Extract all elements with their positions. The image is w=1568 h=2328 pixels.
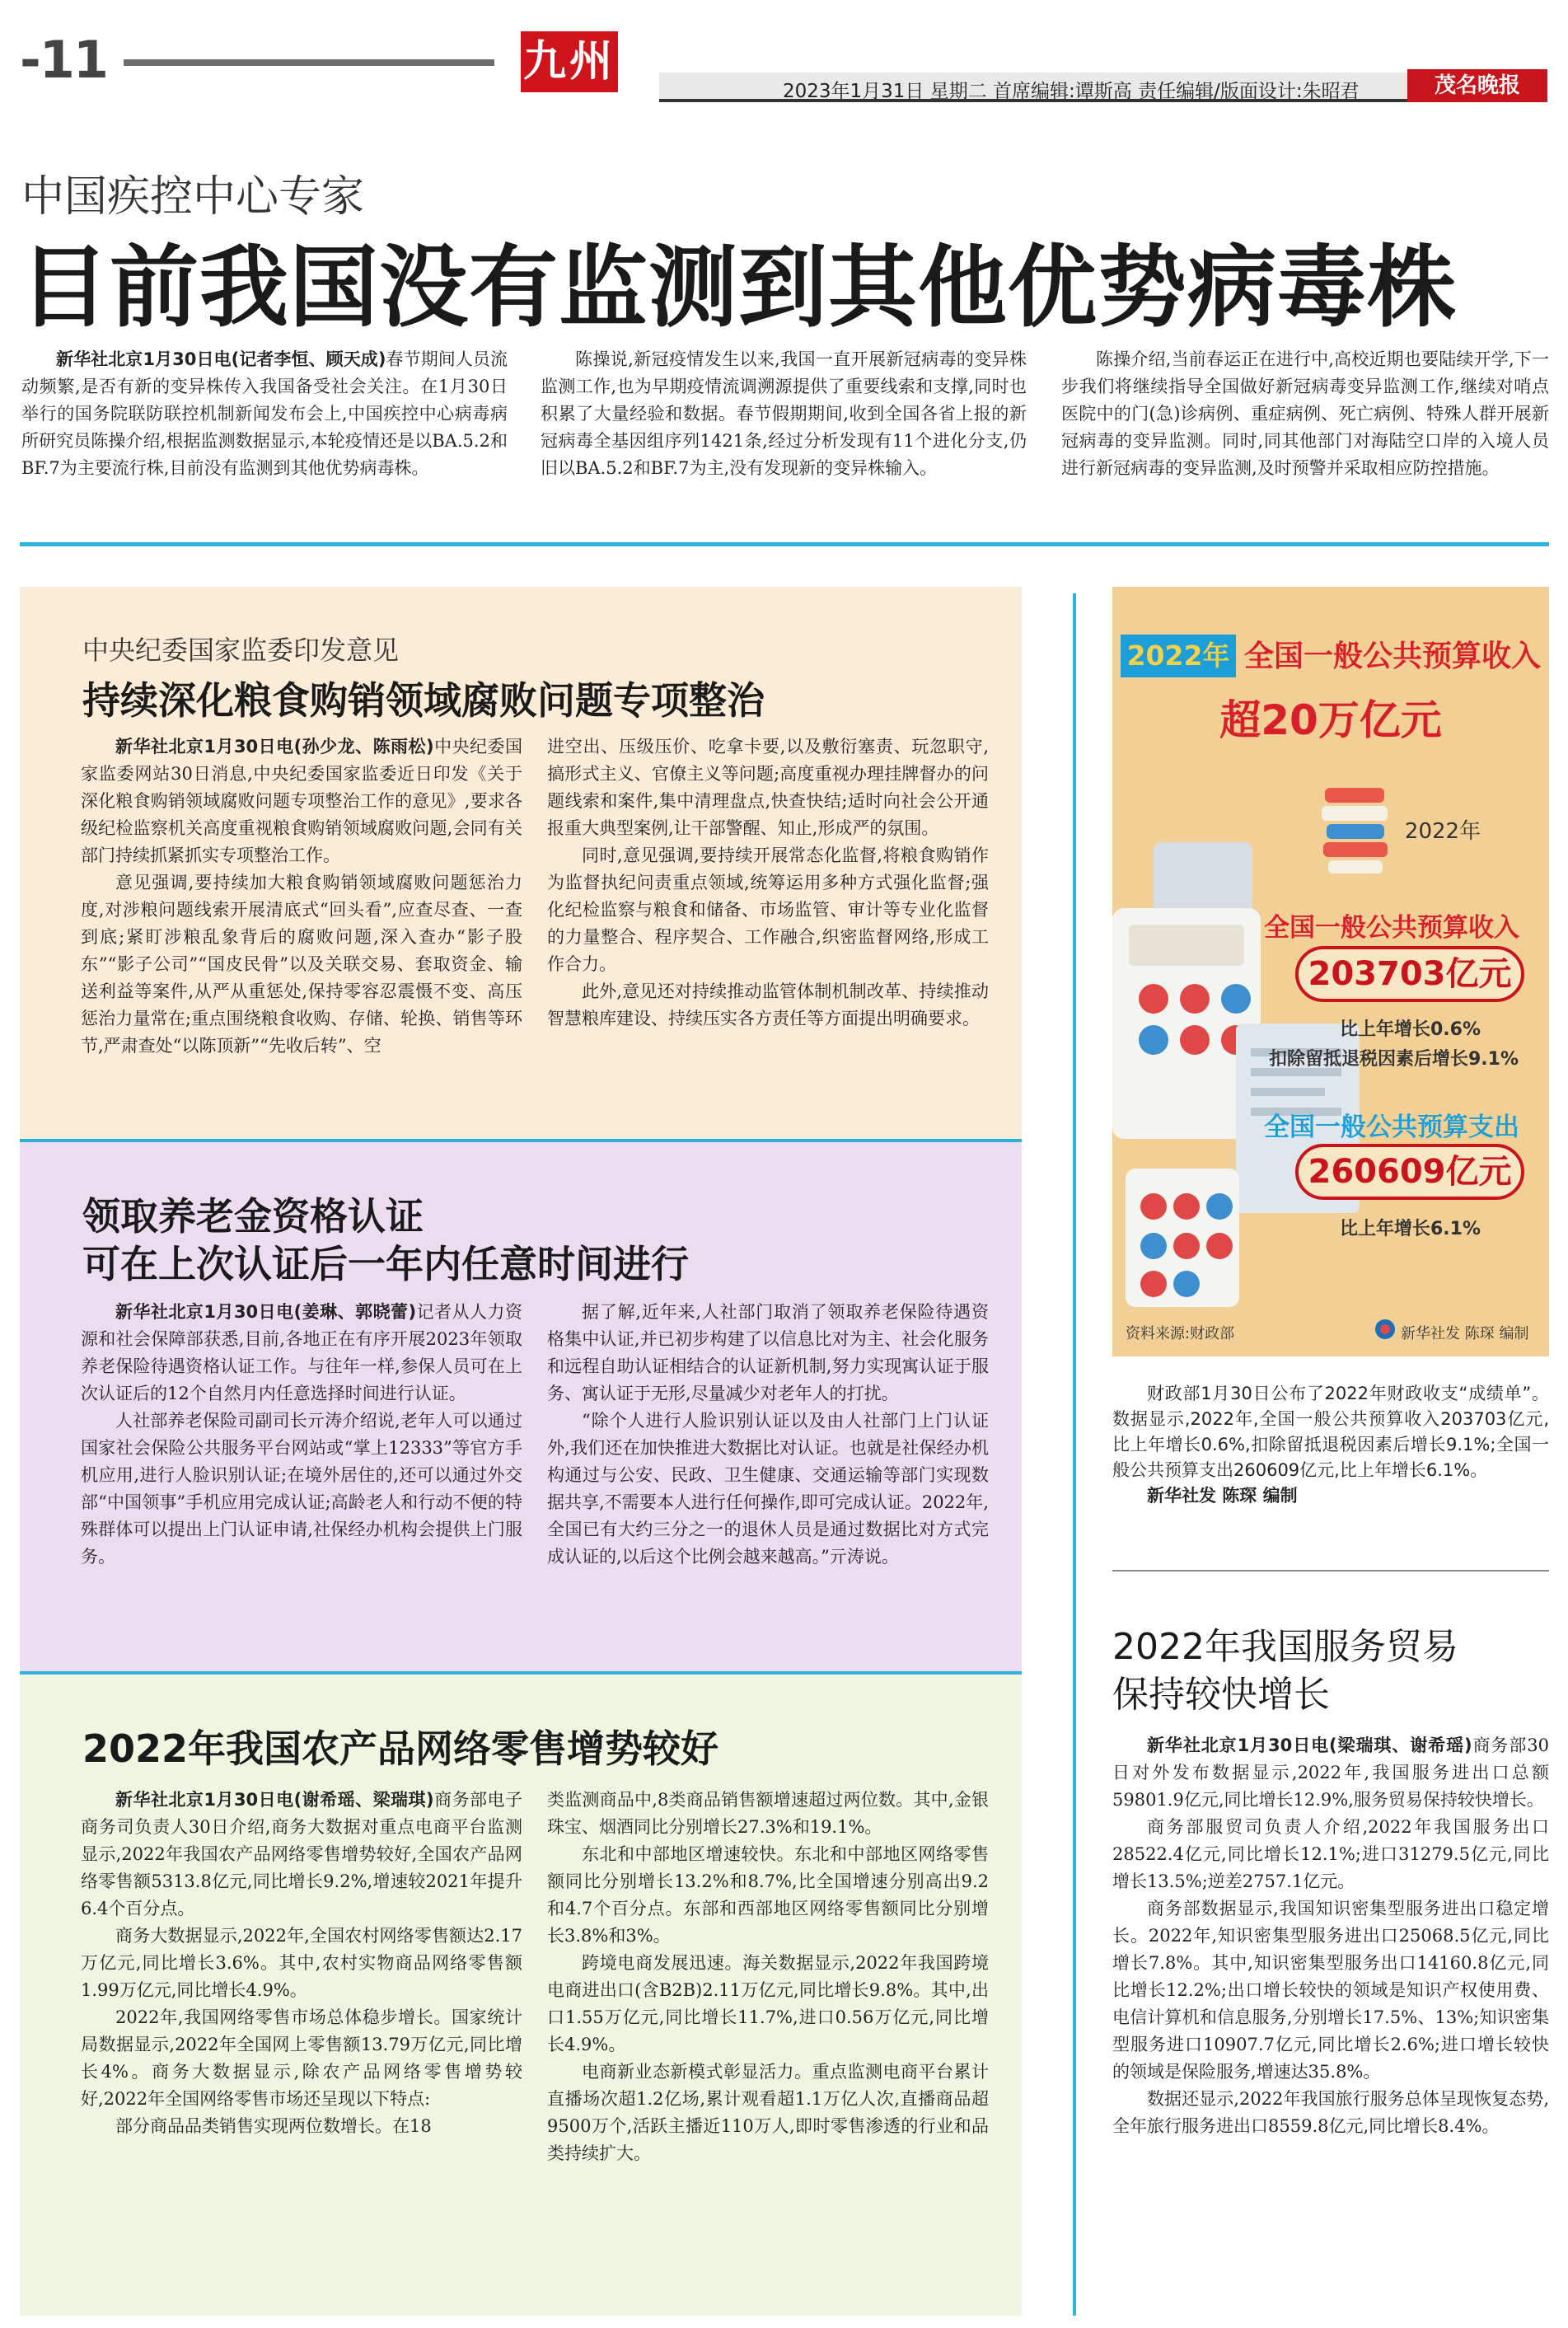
story3-col1-p1: 商务部电子商务司负责人30日介绍,商务大数据对重点电商平台监测显示,2022年我国农产品网络零售增势较好,全国农产品网络零售额5313.8亿元,同比增长9.2%,增速较2021年提升6.4个百分点。 [81, 1790, 523, 1918]
story3-column-2 [547, 1787, 989, 2167]
story-ecommerce-panel [20, 1671, 1022, 2316]
coins-illustration-icon [1318, 778, 1392, 877]
lead-dateline: 新华社北京1月30日电(记者李恒、顾天成) [56, 349, 386, 369]
expense-value-pill: 260609亿元 [1295, 1144, 1524, 1200]
lead-headline: 目前我国没有监测到其他优势病毒株 [20, 237, 1458, 340]
expense-label: 全国一般公共预算支出 [1264, 1112, 1519, 1142]
story2-col1-p2: 人社部养老保险司副司长亓涛介绍说,老年人可以通过国家社会保险公共服务平台网站或“掌上12333”等官方手机应用,进行人脸识别认证;在境外居住的,还可以通过外交部“中国领事”手机应用完成认证;高龄老人和行动不便的特殊群体可以提出上门认证申请,社保经办机构会提供上门服务。 [81, 1411, 522, 1567]
caption-credit: 新华社发 陈琛 编制 [1147, 1486, 1298, 1506]
story-pension-panel [20, 1139, 1022, 1671]
infographic-source: 资料来源:财政部 [1126, 1325, 1235, 1342]
story1-col1-p2: 意见强调,要持续加大粮食购销领域腐败问题惩治力度,对涉粮问题线索开展清底式“回头看”,应查尽查、一查到底;紧盯涉粮乱象背后的腐败问题,深入查办“影子股东”“影子公司”“国皮民骨”以及关联交易、套取资金、输送利益等案件,从严从重惩处,保持零容忍震慑不变、高压惩治力量常在;重点围绕粮食收购、存储、轮换、销售等环节,严肃查处“以陈顶新”“先收后转”、空 [81, 873, 522, 1056]
page-number: -11 [20, 30, 108, 90]
story3-headline: 2022年我国农产品网络零售增势较好 [82, 1726, 719, 1771]
section-logo: 九州 [521, 31, 618, 92]
expense-growth: 比上年增长6.1% [1340, 1219, 1481, 1239]
caption-text: 财政部1月30日公布了2022年财政收支“成绩单”。数据显示,2022年,全国一般公共预算收入203703亿元,比上年增长0.6%,扣除留抵退税因素后增长9.1%;全国一般公共预算支出260609亿元,比上年增长6.1%。 [1112, 1384, 1549, 1480]
story3-dateline: 新华社北京1月30日电(谢希瑶、梁瑞琪) [115, 1790, 434, 1810]
story1-column-2 [547, 733, 989, 1033]
story2-headline-line2: 可在上次认证后一年内任意时间进行 [82, 1242, 689, 1286]
story3-column-1 [81, 1787, 522, 2140]
column-divider [1073, 593, 1076, 2316]
story4-p4: 数据还显示,2022年我国旅行服务总体呈现恢复态势,全年旅行服务进出口8559.8亿元,同比增长8.4%。 [1112, 2089, 1549, 2136]
story2-col1-p1: 记者从人力资源和社会保障部获悉,目前,各地正在有序开展2023年领取养老保险待遇资格认证工作。与往年一样,参保人员可在上次认证后的12个自然月内任意选择时间进行认证。 [81, 1302, 523, 1403]
masthead-rule [124, 59, 494, 66]
lead-kicker: 中国疾控中心专家 [21, 172, 365, 222]
story1-col2-p1: 进空出、压级压价、吃拿卡要,以及敷衍塞责、玩忽职守,搞形式主义、官僚主义等问题;高度重视办理挂牌督办的问题线索和案件,集中清理盘点,快查快结;适时向社会公开通报重大典型案例,让干部警醒、知止,形成严的氛围。 [547, 737, 989, 838]
story4-headline-line1: 2022年我国服务贸易 [1112, 1626, 1458, 1668]
budget-infographic [1112, 587, 1549, 1356]
infographic-title-line2: 超20万亿元 [1219, 696, 1442, 744]
revenue-label: 全国一般公共预算收入 [1264, 913, 1519, 943]
lead-col3-text: 陈操介绍,当前春运正在进行中,高校近期也要陆续开学,下一步我们将继续指导全国做好新冠病毒变异监测工作,继续对哨点医院中的门(急)诊病例、重症病例、死亡病例、特殊人群开展新冠病毒的变异监测。同时,同其他部门对海陆空口岸的入境人员进行新冠病毒的变异监测,及时预警并采取相应防控措施。 [1061, 349, 1549, 478]
story4-p1: 商务部30日对外发布数据显示,2022年,我国服务进出口总额59801.9亿元,同比增长12.9%,服务贸易保持较快增长。 [1112, 1735, 1549, 1810]
story2-col2-p1: 据了解,近年来,人社部门取消了领取养老保险待遇资格集中认证,并已初步构建了以信息比对为主、社会化服务和远程自助认证相结合的认证新机制,努力实现寓认证于服务、寓认证于无形,尽量减少对老年人的打扰。 [547, 1302, 989, 1403]
paper-logo: 茂名晚报 [1407, 69, 1547, 102]
right-column-rule [1112, 1570, 1549, 1572]
story1-col2-p2: 同时,意见强调,要持续开展常态化监督,将粮食购销作为监督执纪问责重点领域,统筹运用多种方式强化监督;强化纪检监察与粮食和储备、市场监管、审计等专业化监督的力量整合、程序契合、工作融合,织密监督网络,形成工作合力。 [547, 845, 989, 974]
lead-column-3 [1061, 346, 1549, 482]
story2-column-2 [547, 1299, 989, 1571]
story2-col2-p2: “除个人进行人脸识别认证以及由人社部门上门认证外,我们还在加快推进大数据比对认证。也就是社保经办机构通过与公安、民政、卫生健康、交通运输等部门实现数据共享,不需要本人进行任何操作,即可完成认证。2022年,全国已有大约三分之一的退休人员是通过数据比对方式完成认证的,以后这个比例会越来越高。”亓涛说。 [547, 1411, 989, 1567]
lead-divider [20, 542, 1549, 546]
story4-headline-line2: 保持较快增长 [1112, 1674, 1330, 1716]
story1-col1-p1: 中央纪委国家监委网站30日消息,中央纪委国家监委近日印发《关于深化粮食购销领域腐败问题专项整治工作的意见》,要求各级纪检监察机关高度重视粮食购销领域腐败问题,会同有关部门持续抓紧抓实专项整治工作。 [81, 737, 523, 865]
lead-column-1 [21, 346, 508, 482]
story4-dateline: 新华社北京1月30日电(梁瑞琪、谢希瑶) [1147, 1735, 1472, 1755]
revenue-growth: 比上年增长0.6% [1340, 1019, 1481, 1040]
xinhua-logo-icon [1374, 1319, 1396, 1340]
date-line: 2023年1月31日 星期二 首席编辑:谭斯高 责任编辑/版面设计:朱昭君 [783, 81, 1360, 102]
revenue-value-pill: 203703亿元 [1295, 946, 1524, 1002]
lead-col1-text: 春节期间人员流动频繁,是否有新的变异株传入我国备受社会关注。在1月30日举行的国务院联防联控机制新闻发布会上,中国疾控中心病毒病所研究员陈操介绍,根据监测数据显示,本轮疫情还是以BA.5.2和BF.7为主要流行株,目前没有监测到其他优势病毒株。 [21, 349, 508, 478]
story2-headline-line1: 领取养老金资格认证 [82, 1194, 424, 1239]
story1-kicker: 中央纪委国家监委印发意见 [82, 635, 400, 666]
story3-col1-p3: 2022年,我国网络零售市场总体稳步增长。国家统计局数据显示,2022年全国网上零售额13.79万亿元,同比增长4%。商务大数据显示,除农产品网络零售增势较好,2022年全国网络零售市场还呈现以下特点: [81, 2007, 522, 2109]
story3-col2-p4: 电商新业态新模式彰显活力。重点监测电商平台累计直播场次超1.2亿场,累计观看超1.1万亿人次,直播商品超9500万个,活跃主播近110万人,即时零售渗透的行业和品类持续扩大。 [547, 2062, 989, 2163]
story1-dateline: 新华社北京1月30日电(孙少龙、陈雨松) [115, 737, 434, 756]
story1-column-1 [81, 733, 522, 1060]
story4-p2: 商务部服贸司负责人介绍,2022年我国服务出口28522.4亿元,同比增长12.1%;进口31279.5亿元,同比增长13.5%;逆差2757.1亿元。 [1112, 1817, 1549, 1891]
story2-dateline: 新华社北京1月30日电(姜琳、郭晓蕾) [115, 1302, 417, 1322]
infographic-caption [1112, 1381, 1549, 1509]
revenue-adjusted-growth: 扣除留抵退税因素后增长9.1% [1269, 1049, 1519, 1070]
story3-col1-p4: 部分商品品类销售实现两位数增长。在18 [115, 2116, 432, 2136]
infographic-credit: 新华社发 陈琛 编制 [1401, 1325, 1529, 1342]
story3-col1-p2: 商务大数据显示,2022年,全国农村网络零售额达2.17万亿元,同比增长3.6%。其中,农村实物商品网络零售额1.99万亿元,同比增长4.9%。 [81, 1926, 522, 2000]
story3-col2-p2: 东北和中部地区增速较快。东北和中部地区网络零售额同比分别增长13.2%和8.7%,比全国增速分别高出9.2和4.7个百分点。东部和西部地区网络零售额同比分别增长3.8%和3%。 [547, 1844, 989, 1946]
lead-column-2 [541, 346, 1027, 482]
story4-column [1112, 1732, 1549, 2140]
story2-column-1 [81, 1299, 522, 1571]
lead-col2-text: 陈操说,新冠疫情发生以来,我国一直开展新冠病毒的变异株监测工作,也为早期疫情流调溯源提供了重要线索和支撑,同时也积累了大量经验和数据。春节假期期间,收到全国各省上报的新冠病毒全基因组序列1421条,经过分析发现有11个进化分支,仍旧以BA.5.2和BF.7为主,没有发现新的变异株输入。 [541, 349, 1027, 478]
infographic-year-badge: 2022年 [1121, 635, 1236, 677]
story1-col2-p3: 此外,意见还对持续推动监管体制机制改革、持续推动智慧粮库建设、持续压实各方责任等方面提出明确要求。 [547, 981, 989, 1028]
infographic-year: 2022年 [1404, 819, 1481, 844]
story3-col2-p1: 类监测商品中,8类商品销售额增速超过两位数。其中,金银珠宝、烟酒同比分别增长27.3%和19.1%。 [547, 1790, 989, 1837]
story1-headline: 持续深化粮食购销领域腐败问题专项整治 [82, 678, 765, 723]
story3-col2-p3: 跨境电商发展迅速。海关数据显示,2022年我国跨境电商进出口(含B2B)2.11万亿元,同比增长9.8%。其中,出口1.55万亿元,同比增长11.7%,进口0.56万亿元,同比增长4.9%。 [547, 1953, 989, 2054]
infographic-title-line1: 全国一般公共预算收入 [1244, 639, 1542, 673]
story4-p3: 商务部数据显示,我国知识密集型服务进出口稳定增长。2022年,知识密集型服务进出口25068.5亿元,同比增长7.8%。其中,知识密集型服务出口14160.8亿元,同比增长12.2%;出口增长较快的领域是知识产权使用费、电信计算机和信息服务,分别增长17.5%、13%;知识密集型服务进口10907.7亿元,同比增长2.6%;进口增长较快的领域是保险服务,增速达35.8%。 [1112, 1899, 1549, 2082]
story-grain-panel [20, 587, 1022, 1139]
keypad-illustration-icon [1121, 1164, 1244, 1312]
